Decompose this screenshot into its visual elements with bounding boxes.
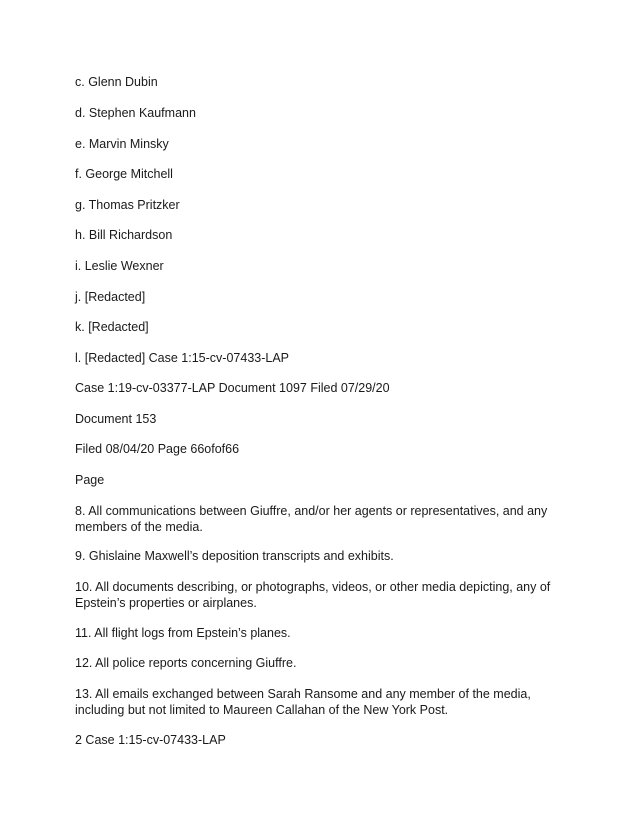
page-label-line: Page: [75, 473, 105, 487]
list-item-h: h. Bill Richardson: [75, 228, 173, 242]
case-header-line: Case 1:19-cv-03377-LAP Document 1097 Filed 07/29/20: [75, 381, 390, 395]
filed-line: Filed 08/04/20 Page 66ofof66: [75, 442, 240, 456]
list-item-k: k. [Redacted]: [75, 320, 149, 334]
list-item-d: d. Stephen Kaufmann: [75, 106, 196, 120]
request-item-9: 9. Ghislaine Maxwell’s deposition transcripts and exhibits.: [75, 549, 394, 563]
request-item-11: 11. All flight logs from Epstein’s planes.: [75, 626, 291, 640]
document-number-line: Document 153: [75, 412, 157, 426]
list-item-l: l. [Redacted] Case 1:15-cv-07433-LAP: [75, 351, 290, 365]
request-item-10: 10. All documents describing, or photographs, videos, or other media depicting, any of Epstein’s properties or airplanes.: [75, 580, 551, 610]
request-item-12: 12. All police reports concerning Giuffre.: [75, 656, 297, 670]
list-item-i: i. Leslie Wexner: [75, 259, 164, 273]
list-item-e: e. Marvin Minsky: [75, 137, 169, 151]
request-item-8: 8. All communications between Giuffre, and/or her agents or representatives, and any members of the media.: [75, 504, 548, 534]
list-item-c: c. Glenn Dubin: [75, 75, 158, 89]
list-item-f: f. George Mitchell: [75, 167, 173, 181]
list-item-g: g. Thomas Pritzker: [75, 198, 180, 212]
list-item-j: j. [Redacted]: [75, 290, 146, 304]
page-footer: 2 Case 1:15-cv-07433-LAP: [75, 733, 226, 747]
request-item-13: 13. All emails exchanged between Sarah Ransome and any member of the media, including but not limited to Maureen Callahan of the New York Post.: [75, 687, 531, 717]
